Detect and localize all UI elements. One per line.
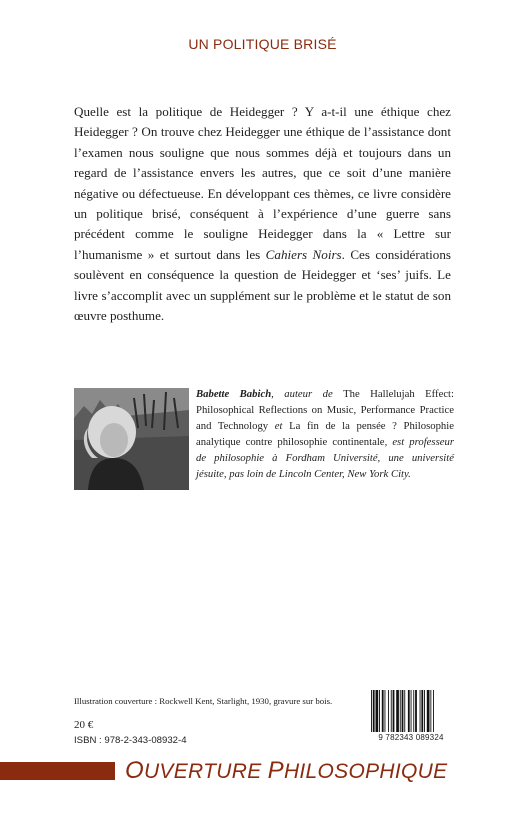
blurb-paragraph: [74, 102, 451, 326]
series-accent-band: [0, 762, 115, 780]
author-book-title: La fin de la pensée ? Philosophie analytique contre philosophie continentale: [196, 420, 454, 449]
series-word: UVERTURE: [143, 760, 268, 783]
series-initial: P: [267, 757, 284, 784]
series-initial: O: [125, 757, 144, 784]
illustration-credit: Illustration couverture : Rockwell Kent, Starlight, 1930, gravure sur bois.: [74, 696, 333, 706]
barcode-number: 9 782343 089324: [378, 733, 444, 742]
author-bio-part: , est professeur de philosophie à Fordham Université, une université jésuite, pas loin de Lincoln Center, New York City.: [196, 436, 454, 481]
series-name: [125, 757, 447, 785]
barcode: [368, 688, 454, 744]
series-word: HILOSOPHIQUE: [283, 760, 448, 783]
author-photo: [74, 388, 189, 490]
book-title: UN POLITIQUE BRISÉ: [188, 36, 337, 52]
blurb-text: Quelle est la politique de Heidegger ? Y a-t-il une éthique chez Heidegger ? On trouve chez Heidegger une éthique de l’assistance dont l’examen nous souligne que nous sommes déjà et toujours dans un regard de l’assistance envers les autres, que ce soit d’une manière négative ou défectueuse. En développant ces thèmes, ce livre considère un politique brisé, conséquent à l’expérience d’une guerre sans précédent comme le souligne Heidegger dans la « Lettre sur l’humanisme » et surtout dans les: [74, 104, 451, 262]
isbn: ISBN : 978-2-343-08932-4: [74, 735, 187, 746]
author-portrait-icon: [74, 388, 189, 490]
author-bio-paragraph: [196, 386, 454, 483]
barcode-icon: [371, 690, 451, 732]
author-bio-part: , auteur de: [271, 388, 344, 400]
author-bio-part: et: [268, 420, 290, 433]
author-bio: [196, 386, 454, 483]
price: 20 €: [74, 719, 94, 731]
blurb-italic-title: Cahiers Noirs: [265, 246, 342, 262]
author-name: Babette Babich: [196, 388, 272, 400]
back-cover-blurb: [74, 102, 451, 326]
author-book-title: The Hallelujah Effect: Philosophical Reflections on Music, Performance Practice and Technology: [196, 388, 454, 433]
blurb-text-end: . Ces considérations soulèvent en conséquence la question de Heidegger et ‘ses’ juifs. Le livre s’accomplit avec un supplément sur le problème et le statut de son œuvre posthume.: [74, 246, 451, 324]
